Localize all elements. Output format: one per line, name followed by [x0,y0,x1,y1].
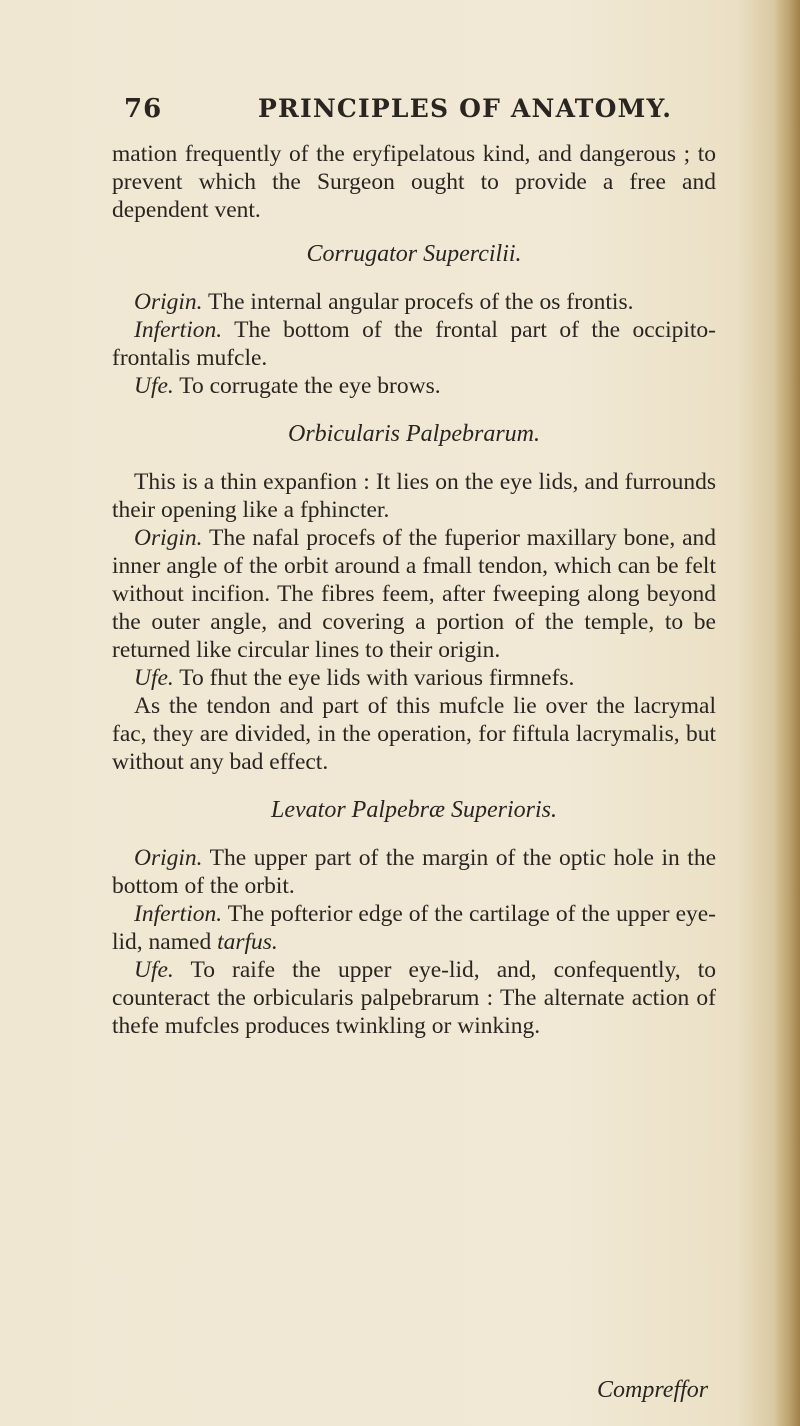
orbicularis-note: As the tendon and part of this mufcle lie over the lacrymal fac, they are divided, in the operation, for fiftula lacrymalis, but without any bad effect. [112,693,716,775]
page-number: 76 [124,94,163,124]
orbicularis-use [112,664,716,692]
origin-text: The nafal procefs of the fuperior maxillary bone, and inner angle of the orbit around a fmall tendon, which can be felt without incifion. The fibres feem, after fweeping along beyond the outer angle, and covering a portion of the temple, to be returned like circular lines to their origin. [112,525,717,663]
catchword: Compreffor [597,1377,709,1403]
orbicularis-origin [112,524,716,664]
levator-use [112,956,716,1040]
origin-label: Origin. [134,525,203,551]
origin-label: Origin. [134,845,203,871]
use-text: To fhut the eye lids with various firmnefs. [179,665,575,691]
continuation-paragraph: mation frequently of the eryfipelatous kind, and dangerous ; to prevent which the Surgeon ought to provide a free and dependent vent. [112,141,716,223]
insertion-text: The pofterior edge of the cartilage of the upper eye-lid, named [112,901,716,955]
heading-orbicularis-palpebrarum: Orbicularis Palpebrarum. [288,421,540,447]
insertion-text: The bottom of the frontal part of the occipito-frontalis mufcle. [112,317,716,371]
levator-origin [112,844,716,900]
use-text: To corrugate the eye brows. [179,373,441,399]
origin-label: Origin. [134,289,203,315]
page-edge-shadow [774,0,800,1426]
heading-corrugator-supercilii: Corrugator Supercilii. [306,241,522,267]
origin-text: The internal angular procefs of the os frontis. [208,289,634,315]
insertion-label: Infertion. [134,901,223,927]
origin-text: The upper part of the margin of the optic hole in the bottom of the orbit. [112,845,716,899]
insertion-term: tarfus. [217,929,278,955]
corrugator-insertion [112,316,716,372]
levator-insertion [112,900,716,956]
heading-levator-palpebrae: Levator Palpebræ Superioris. [271,797,557,823]
corrugator-use [112,372,716,400]
orbicularis-intro: This is a thin expanfion : It lies on the eye lids, and furrounds their opening like a fphincter. [112,469,716,523]
running-title: PRINCIPLES OF ANATOMY. [258,94,673,123]
insertion-label: Infertion. [134,317,223,343]
use-text: To raife the upper eye-lid, and, confequently, to counteract the orbicularis palpebrarum : The alternate action of thefe mufcles produces twinkling or winking. [112,957,717,1039]
use-label: Ufe. [134,957,174,983]
running-head [124,94,724,128]
use-label: Ufe. [134,665,174,691]
corrugator-origin [112,288,716,316]
page-body [112,140,716,1040]
use-label: Ufe. [134,373,174,399]
